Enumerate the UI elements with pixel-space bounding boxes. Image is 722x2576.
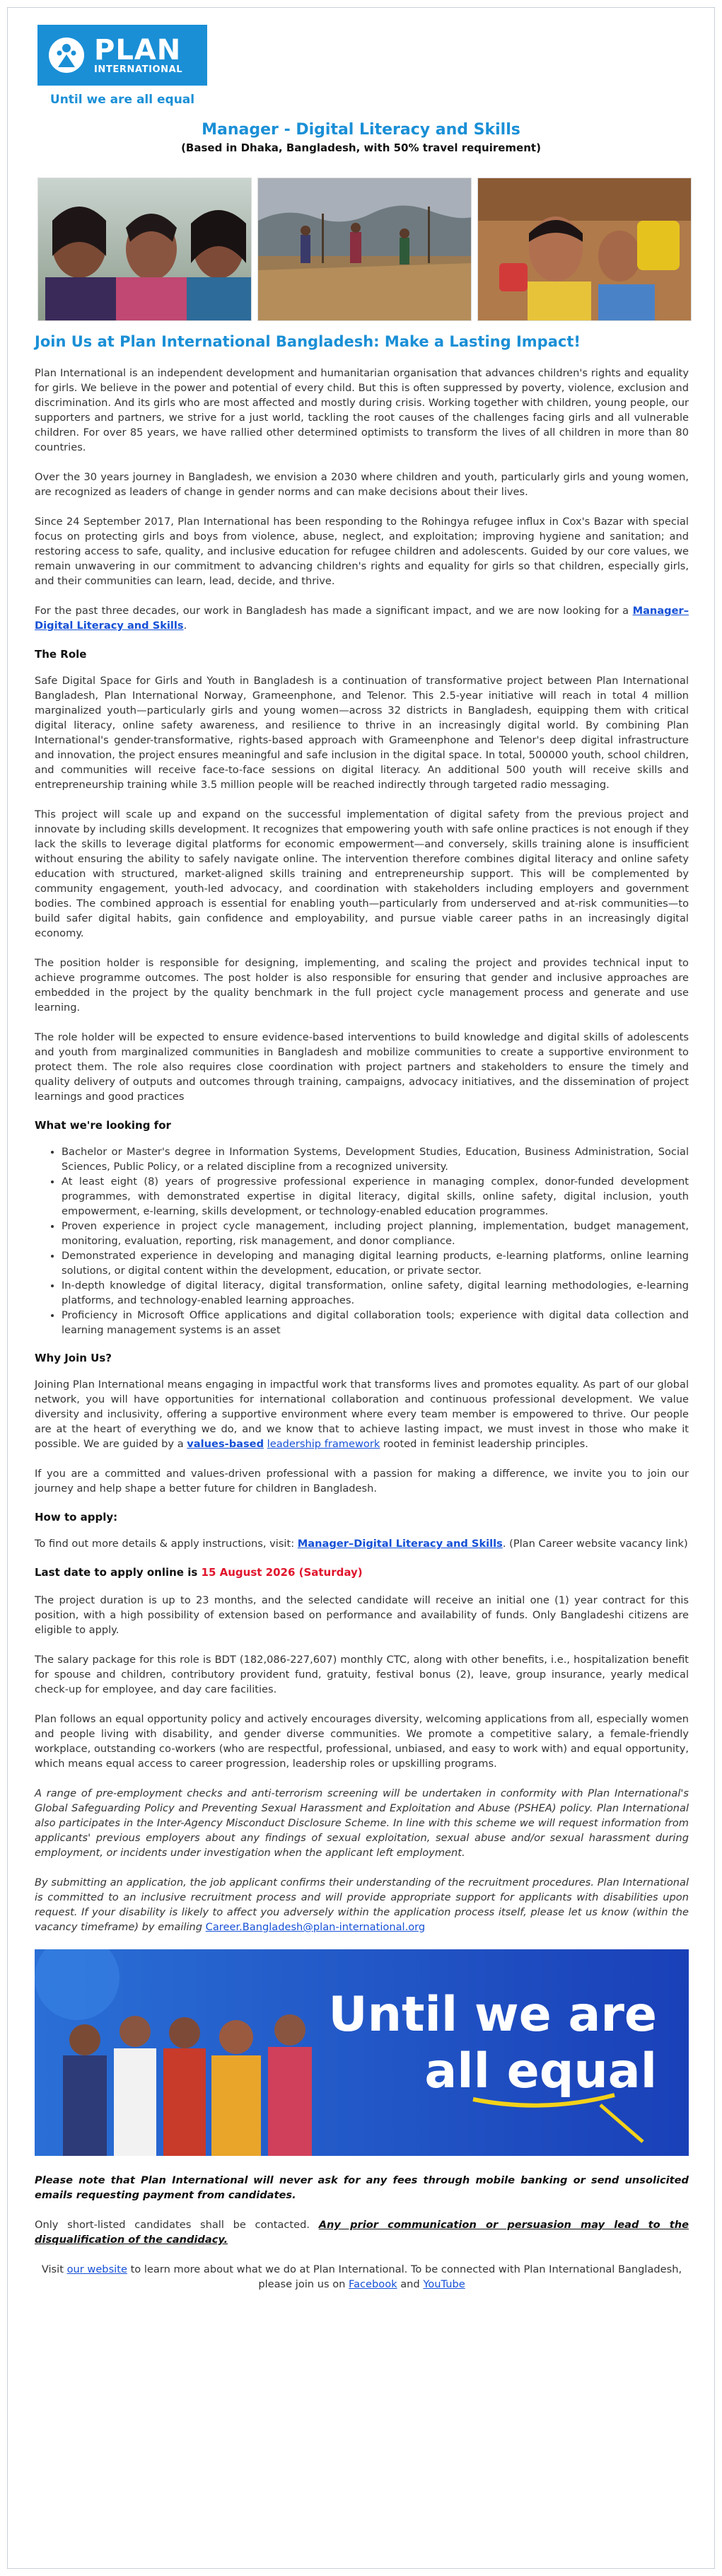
leadership-framework-link[interactable]: leadership framework xyxy=(267,1438,380,1450)
role-heading: The Role xyxy=(35,648,87,661)
photo-strip xyxy=(37,178,692,321)
apply-heading: How to apply: xyxy=(35,1511,118,1524)
values-based-link[interactable]: values-based xyxy=(187,1438,264,1450)
brand-header xyxy=(37,25,221,107)
plan-logo xyxy=(37,25,207,86)
visit-note xyxy=(35,2262,689,2292)
visit-b: to learn more about what we do at Plan International. To be connected with Plan International Bangladesh, please join us on xyxy=(130,2263,682,2290)
list-item: • Proficiency in Microsoft Office applications and digital collaboration tools; experience with digital data collection and learning management systems is an asset xyxy=(62,1308,689,1338)
apply-p1-text: To find out more details & apply instructions, visit: xyxy=(35,1538,295,1550)
facebook-link[interactable]: Facebook xyxy=(349,2278,397,2290)
career-email-link[interactable]: Career.Bangladesh@plan-international.org xyxy=(205,1921,426,1933)
youtube-link[interactable]: YouTube xyxy=(423,2278,465,2290)
banner-line-2: all equal xyxy=(424,2043,657,2099)
list-item: • Demonstrated experience in developing and managing digital learning products, e-learning platforms, online learning solutions, or digital content within the development, education, or private sector. xyxy=(62,1248,689,1278)
job-posting-page xyxy=(7,7,715,2569)
why-heading: Why Join Us? xyxy=(35,1352,112,1364)
fee-warning-red: will never xyxy=(253,2174,313,2186)
role-paragraph-1: Safe Digital Space for Girls and Youth in Bangladesh is a continuation of transformative project between Plan International Bangladesh, Plan International Norway, Grameenphone, and Telenor. This 2.5-year initiative will reach in total 4 million marginalized youth—particularly girls and young women—across 32 districts in Bangladesh, equipping them with critical digital literacy, online safety awareness, and resilience to thrive in an increasingly digital world. By combining Plan International's gender-transformative, rights-based approach with Grameenphone and Telenor's deep digital infrastructure and innovation, the project ensures meaningful and safe inclusion in the digital space. In total, 500000 youth, school children, and communities will receive face-to-face sessions on digital literacy. An additional 500 youth will receive skills and entrepreneurship training while 3.5 million people will be reached indirectly through targeted radio messaging. xyxy=(35,675,689,791)
disability-paragraph xyxy=(35,1875,689,1934)
intro-heading: Join Us at Plan International Bangladesh: Make a Lasting Impact! xyxy=(35,333,581,350)
photo-children xyxy=(477,178,692,321)
role-paragraph-4: The role holder will be expected to ensure evidence-based interventions to build knowledge and digital skills of adolescents and youth from marginalized communities in Bangladesh and mobilize communities to create a supportive environment to protect them. The role also requires close coordination with project partners and stakeholders to ensure the timely and quality delivery of outputs and outcomes through training, campaigns, advocacy initiatives, and the dissemination of project learnings and good practices xyxy=(35,1031,689,1103)
photo-workers xyxy=(257,178,472,321)
campaign-banner xyxy=(35,1949,689,2156)
apply-paragraph-4: Plan follows an equal opportunity policy and actively encourages diversity, welcoming applications from all, especially women and people living with disability, and gender diverse communities. We promote a competitive salary, a female-friendly workplace, outstanding co-workers (who are respectful, professional, unbiased, and easy to work with) and equal opportunity, which means equal access to career progression, leadership roles or upskilling programs. xyxy=(35,1713,689,1770)
website-link[interactable]: our website xyxy=(66,2263,127,2275)
visit-and: and xyxy=(400,2278,420,2290)
tagline: Until we are all equal xyxy=(50,93,195,107)
why-p1-text: Joining Plan International means engaging in impactful work that transforms lives and promotes equality. As part of our global network, you will have opportunities for international collaboration and continuous professional development. We value diversity and inclusivity, offering a supportive environment where every team member is empowered to thrive. Our people are at the heart of everything we do, and we know that to achieve lasting impact, we must invest in those who make it possible. We are guided by a xyxy=(35,1379,689,1450)
role-paragraph-3: The position holder is responsible for designing, implementing, and scaling the project and provides technical input to achieve programme outcomes. The post holder is also responsible for ensuring that gender and inclusive approaches are embedded in the project by the quality benchmark in the full project cycle management process and generate and use learning. xyxy=(35,957,689,1014)
intro-paragraph-4 xyxy=(35,603,689,633)
plan-logo-icon xyxy=(47,36,86,74)
intro-p4-text: For the past three decades, our work in Bangladesh has made a significant impact, and we are now looking for a xyxy=(35,605,629,617)
list-item: • At least eight (8) years of progressive professional experience in managing complex, donor-funded development programmes, with demonstrated expertise in digital literacy, digital skills, online safety, digital inclusion, youth empowerment, e-learning, skills development, or technology-enabled education programmes. xyxy=(62,1174,689,1219)
safeguarding-paragraph: A range of pre-employment checks and anti-terrorism screening will be undertaken in conformity with Plan International's Global Safeguarding Policy and Preventing Sexual Harassment and Exploitation and Abuse (PSHEA) policy. Plan International also participates in the Inter-Agency Misconduct Disclosure Scheme. In line with this scheme we will request information from applicants' previous employers about any findings of sexual exploitation, sexual abuse and/or sexual harassment during employment, or incidents under investigation when the applicant left employment. xyxy=(35,1787,689,1859)
why-paragraph-1 xyxy=(35,1377,689,1451)
main-content xyxy=(35,333,689,2307)
fee-warning-a: Please note that Plan International xyxy=(35,2174,248,2186)
requirements-heading: What we're looking for xyxy=(35,1119,171,1132)
photo-girls xyxy=(37,178,252,321)
intro-paragraph-3: Since 24 September 2017, Plan International has been responding to the Rohingya refugee influx in Cox's Bazar with special focus on protecting girls and boys from violence, abuse, neglect, and exploitation; improving hygiene and sanitation; and restoring access to safe, quality, and inclusive education for refugee children and adolescents. Guided by our core values, we remain unwavering in our commitment to advancing children's rights and equality for girls so that children, especially girls, and their communities can learn, lead, decide, and thrive. xyxy=(35,516,689,587)
shortlist-a: Only short-listed candidates shall be contacted. xyxy=(35,2219,310,2231)
list-item: • Bachelor or Master's degree in Information Systems, Development Studies, Education, Business Administration, Social Sciences, Public Policy, or a related discipline from a recognized university. xyxy=(62,1144,689,1174)
why-paragraph-2: If you are a committed and values-driven professional with a passion for making a difference, we invite you to join our journey and help shape a better future for children in Bangladesh. xyxy=(35,1468,689,1495)
logo-big-text: PLAN xyxy=(94,33,182,66)
shortlist-b: Any prior communication or persuasion may lead to the disqualification of the candidacy. xyxy=(35,2219,689,2246)
job-title-block xyxy=(8,121,714,154)
intro-paragraph-1: Plan International is an independent development and humanitarian organisation that advances children's rights and equality for girls. We believe in the power and potential of every child. But this is often suppressed by poverty, violence, exclusion and discrimination. And its girls who are most affected and mostly during crisis. Working together with children, young people, our supporters and partners, we strive for a just world, tackling the root causes of the challenges facing girls and all vulnerable children. For over 85 years, we have rallied other determined optimists to transform the lives of all children in more than 80 countries. xyxy=(35,367,689,453)
list-item: • In-depth knowledge of digital literacy, digital transformation, online safety, digital learning methodologies, e-learning platforms, and technology-enabled learning approaches. xyxy=(62,1278,689,1308)
job-subtitle: (Based in Dhaka, Bangladesh, with 50% travel requirement) xyxy=(181,141,541,154)
apply-paragraph-2: The project duration is up to 23 months, and the selected candidate will receive an initial one (1) year contract for this position, with a high possibility of extension based on performance and availability of funds. Only Bangladeshi citizens are eligible to apply. xyxy=(35,1594,689,1636)
deadline-label: Last date to apply online is xyxy=(35,1566,198,1579)
apply-paragraph-3: The salary package for this role is BDT (182,086-227,607) monthly CTC, along with other benefits, i.e., hospitalization benefit for spouse and children, contributory provident fund, gratuity, festival bonus (2), leave, group insurance, yearly medical check-up for employee, and day care facilities. xyxy=(35,1654,689,1695)
fee-warning-b: ask for any fees through mobile banking or send unsolicited emails requesting payment from candidates. xyxy=(35,2174,689,2201)
deadline-date: 15 August 2026 (Saturday) xyxy=(201,1566,363,1579)
apply-p1-end: . (Plan Career website vacancy link) xyxy=(502,1538,688,1550)
intro-p4-end: . xyxy=(183,620,187,632)
position-link[interactable]: Manager–Digital Literacy and Skills xyxy=(35,605,689,632)
logo-small-text: INTERNATIONAL xyxy=(94,64,183,75)
job-title: Manager - Digital Literacy and Skills xyxy=(202,121,520,139)
shortlist-note xyxy=(35,2217,689,2247)
intro-paragraph-2: Over the 30 years journey in Bangladesh, we envision a 2030 where children and youth, particularly girls and young women, are recognized as leaders of change in gender norms and can make decisions about their lives. xyxy=(35,471,689,498)
apply-paragraph-1 xyxy=(35,1536,689,1551)
list-item: • Proven experience in project cycle management, including project planning, implementation, budget management, monitoring, evaluation, reporting, risk management, and donor compliance. xyxy=(62,1219,689,1248)
apply-position-link[interactable]: Manager–Digital Literacy and Skills xyxy=(297,1538,503,1550)
fee-warning xyxy=(35,2173,689,2203)
role-paragraph-2: This project will scale up and expand on the successful implementation of digital safety from the previous project and innovate by including skills development. It recognizes that empowering youth with safe online practices is not enough if they lack the skills to leverage digital platforms for economic empowerment—and conversely, skills training alone is insufficient without ensuring the ability to safely navigate online. The intervention therefore combines digital literacy and online safety education with structured, market-aligned skills training and entrepreneurship support. This will be complemented by community engagement, youth-led advocacy, and coordination with stakeholders including employers and government bodies. The combined approach is essential for enabling youth—particularly from underserved and at-risk communities—to build safer digital habits, gain confidence and employability, and pursue viable career paths in an increasingly digital economy. xyxy=(35,808,689,939)
deadline xyxy=(35,1566,689,1579)
requirements-list xyxy=(62,1144,689,1338)
why-p1-end: rooted in feminist leadership principles. xyxy=(383,1438,588,1450)
logo-wordmark xyxy=(94,33,183,75)
visit-a: Visit xyxy=(41,2263,64,2275)
banner-line-1: Until we are xyxy=(328,1987,657,2043)
disability-text: By submitting an application, the job applicant confirms their understanding of the recruitment procedures. Plan International is committed to an inclusive recruitment process and will provide appropriate support for applicants with disabilities upon request. If your disability is likely to affect you adversely within the application process itself, please let us know (within the vacancy timeframe) by emailing xyxy=(35,1876,689,1933)
